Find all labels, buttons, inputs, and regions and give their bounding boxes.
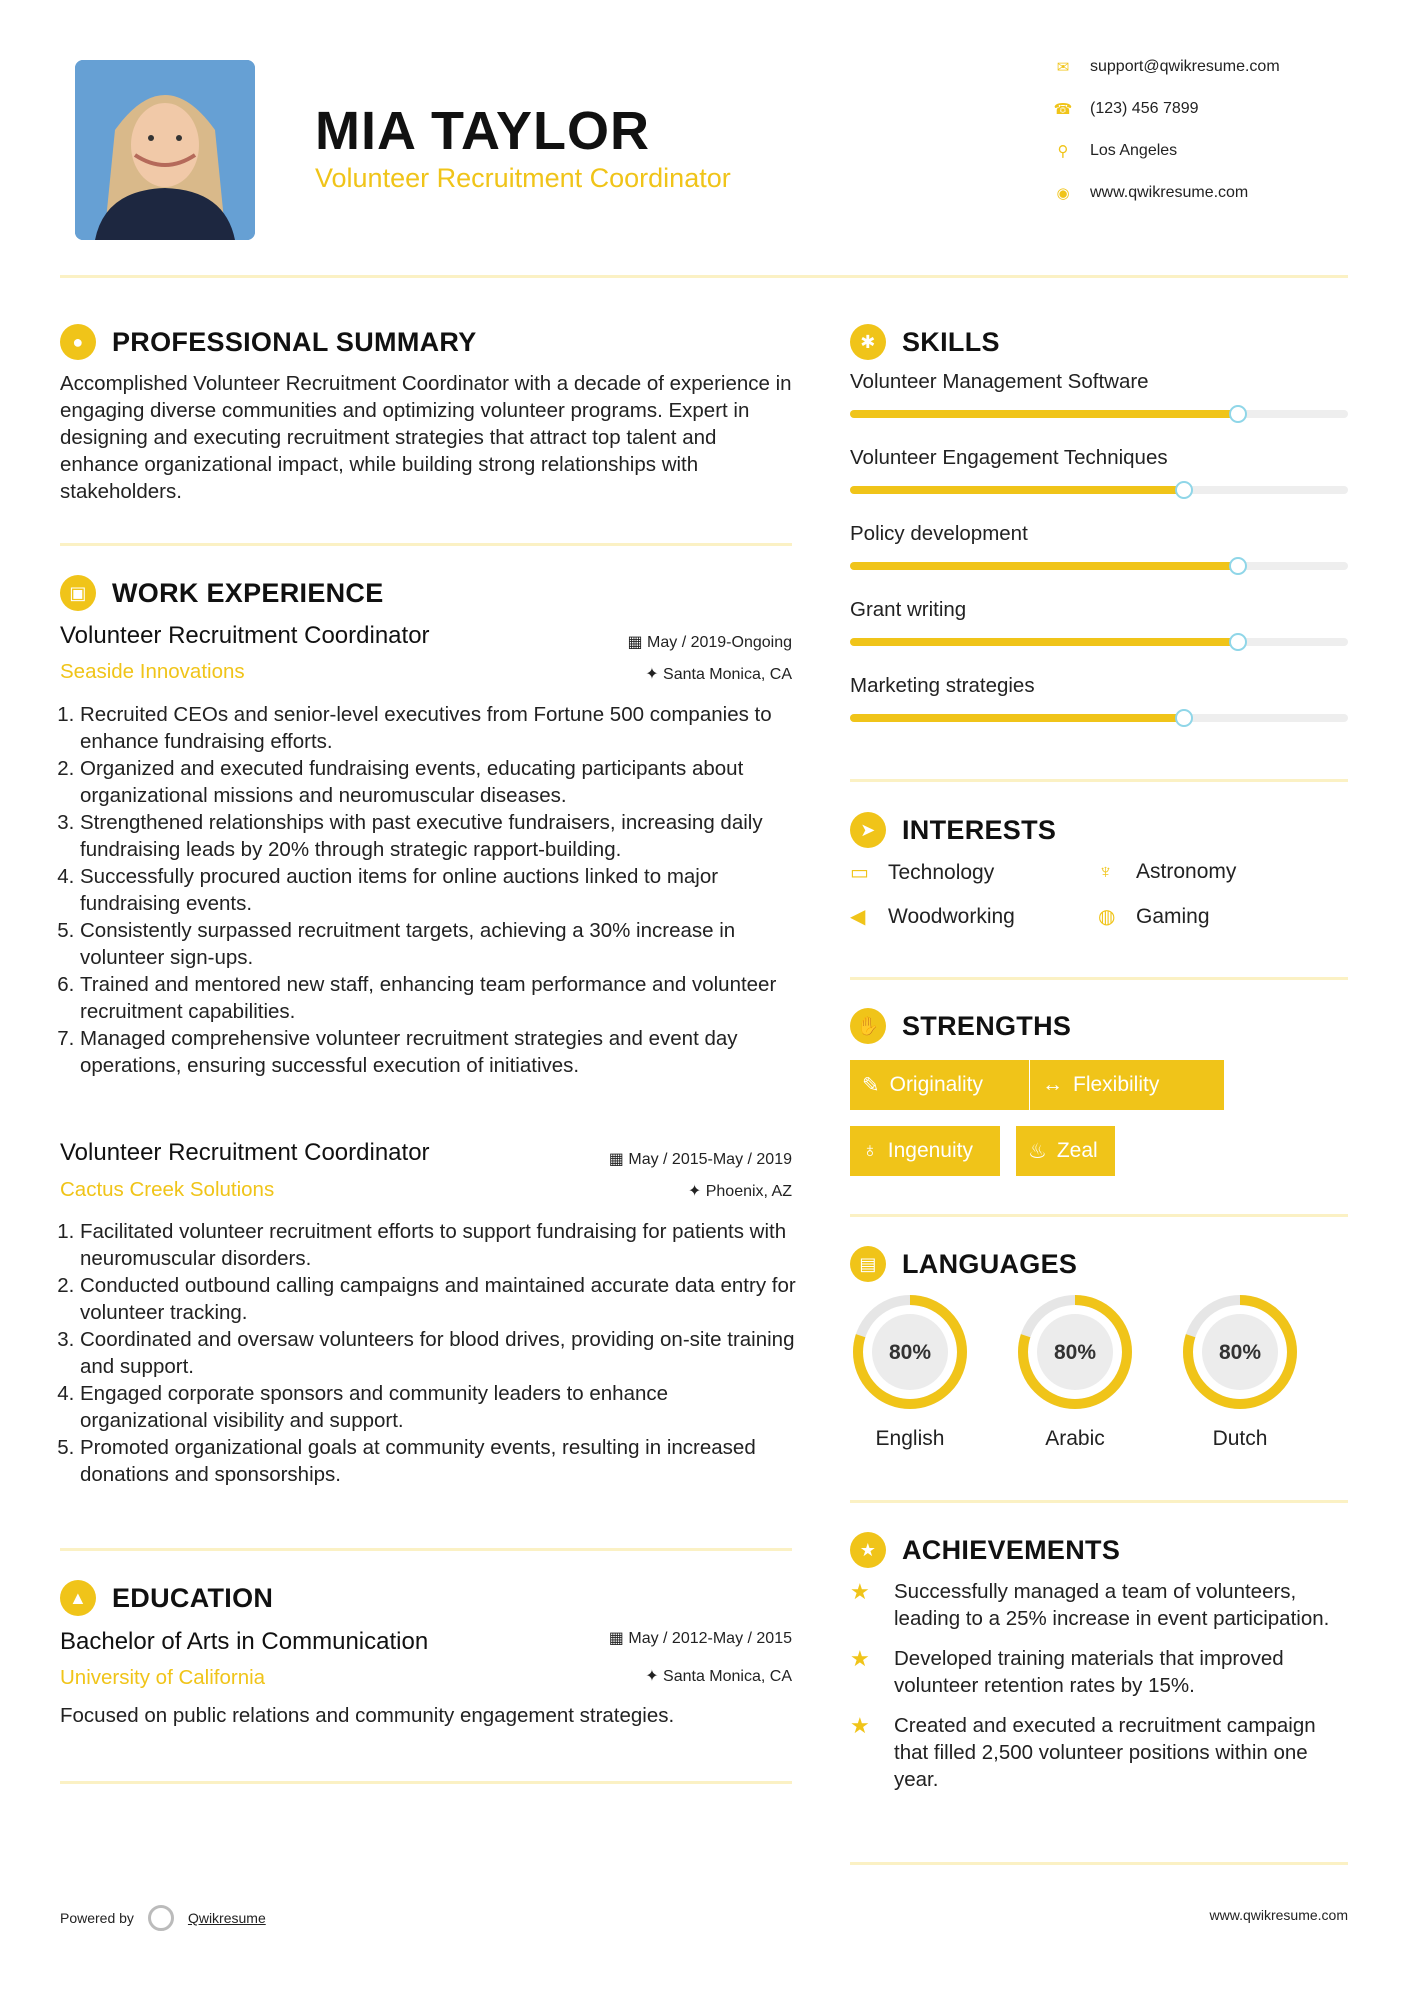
skill-label: Volunteer Management Software: [850, 370, 1149, 393]
graduation-icon: ▲: [60, 1580, 96, 1616]
interest-technology: [850, 860, 994, 885]
calendar-icon: ▦: [608, 1151, 629, 1168]
job-1-items: [60, 701, 800, 1079]
star-badge-icon: ★: [850, 1532, 886, 1568]
pin-icon: ✦: [687, 1183, 706, 1200]
achievement-text: Created and executed a recruitment campaign that filled 2,500 volunteer positions within one year.: [894, 1714, 1316, 1791]
strength-label: Ingenuity: [887, 1139, 973, 1162]
contact-phone[interactable]: [1050, 100, 1350, 118]
language-ring: [850, 1292, 970, 1412]
education-heading: [60, 1580, 273, 1616]
job-2-title: Volunteer Recruitment Coordinator: [60, 1139, 430, 1166]
achievements-divider: [850, 1862, 1348, 1865]
list-item: 4. Successfully procured auction items for online auctions linked to major fundraising events.: [80, 863, 800, 917]
header-divider: [60, 275, 1348, 278]
arrows-h-icon: ↔: [1042, 1073, 1063, 1096]
interest-label: Woodworking: [888, 904, 1015, 928]
laptop-icon: ▭: [850, 862, 869, 884]
education-description: Focused on public relations and community engagement strategies.: [60, 1704, 675, 1727]
achievement-item: [850, 1578, 1348, 1632]
job-2-company: Cactus Creek Solutions: [60, 1178, 275, 1201]
contact-phone-text: (123) 456 7899: [1090, 100, 1199, 117]
fire-icon: ♨: [1028, 1139, 1047, 1163]
interest-label: Astronomy: [1136, 860, 1237, 883]
skills-list: [850, 370, 1348, 750]
language-item: [1180, 1292, 1300, 1451]
education-date-text: May / 2012-May / 2015: [628, 1630, 792, 1647]
megaphone-icon: ◀: [850, 906, 866, 928]
achievements-heading-text: ACHIEVEMENTS: [902, 1534, 1121, 1565]
list-item: 5. Consistently surpassed recruitment targets, achieving a 30% increase in volunteer sign-ups.: [80, 917, 800, 971]
experience-divider: [60, 1548, 792, 1551]
profile-photo: [75, 60, 255, 240]
contact-email[interactable]: [1050, 58, 1350, 76]
envelope-icon: ✉: [1056, 59, 1070, 76]
strength-chip-ingenuity: [850, 1126, 1000, 1176]
globe-icon: ◉: [1056, 185, 1070, 202]
phone-icon: ☎: [1053, 101, 1073, 118]
skill-item: [850, 598, 1348, 674]
achievement-item: [850, 1645, 1348, 1699]
strengths-heading: [850, 1008, 1071, 1044]
list-item: 6. Trained and mentored new staff, enhancing team performance and volunteer recruitment capabilities.: [80, 971, 800, 1025]
education-location: [500, 1666, 792, 1686]
skill-bar-knob: [1175, 709, 1193, 727]
languages-heading-text: LANGUAGES: [902, 1248, 1078, 1279]
skill-bar: [850, 486, 1348, 494]
strengths-heading-text: STRENGTHS: [902, 1010, 1072, 1041]
candidate-title: Volunteer Recruitment Coordinator: [315, 163, 731, 193]
footer-powered-text: Powered by: [60, 1910, 134, 1926]
language-label: Arabic: [1045, 1427, 1105, 1450]
hand-icon: ✋: [850, 1008, 886, 1044]
job-1-date: [500, 632, 792, 652]
skill-bar-knob: [1229, 633, 1247, 651]
skill-bar-fill: [850, 638, 1238, 646]
strengths-divider: [850, 1214, 1348, 1217]
skill-bar: [850, 638, 1348, 646]
map-pin-icon: ⚲: [1057, 143, 1069, 160]
strength-chip-zeal: [1016, 1126, 1115, 1176]
interest-astronomy: [1098, 860, 1236, 884]
summary-text: Accomplished Volunteer Recruitment Coordinator with a decade of experience in engaging diverse communities and optimizing volunteer programs. Expert in designing and executing recruitment strategies that attract top talent and enhance organizational impact, while building strong relationships with stakeholders.: [60, 372, 792, 503]
achievement-text: Developed training materials that improved volunteer retention rates by 15%.: [894, 1647, 1284, 1697]
user-icon: ●: [60, 324, 96, 360]
achievement-item: [850, 1712, 1348, 1793]
language-item: [850, 1292, 970, 1451]
list-item: 3. Coordinated and oversaw volunteers for blood drives, providing on-site training and support.: [80, 1326, 800, 1380]
contact-website-text: www.qwikresume.com: [1090, 184, 1249, 201]
calendar-icon: ▦: [608, 1630, 629, 1647]
languages-list: [850, 1292, 1348, 1472]
strength-label: Zeal: [1056, 1139, 1098, 1162]
skill-item: [850, 674, 1348, 750]
language-label: Dutch: [1212, 1427, 1268, 1450]
lightbulb-icon: ✱: [850, 324, 886, 360]
lightbulb-icon: ♁: [862, 1139, 878, 1162]
interests-heading-text: INTERESTS: [902, 814, 1057, 845]
education-divider: [60, 1781, 792, 1784]
job-2-items: [60, 1218, 800, 1488]
skill-bar: [850, 410, 1348, 418]
briefcase-icon: ▣: [60, 575, 96, 611]
skills-heading-text: SKILLS: [902, 326, 1000, 357]
footer-brand-link[interactable]: Qwikresume: [187, 1910, 266, 1926]
skill-bar-fill: [850, 410, 1238, 418]
list-item: 2. Conducted outbound calling campaigns and maintained accurate data entry for volunteer tracking.: [80, 1272, 800, 1326]
job-1-date-text: May / 2019-Ongoing: [647, 634, 792, 651]
skill-bar-fill: [850, 562, 1238, 570]
list-item: 1. Recruited CEOs and senior-level executives from Fortune 500 companies to enhance fundraising efforts.: [80, 701, 800, 755]
summary-divider: [60, 543, 792, 546]
skill-label: Policy development: [850, 522, 1028, 545]
interest-label: Technology: [888, 860, 995, 884]
gamepad-icon: ◍: [1098, 906, 1116, 928]
skills-divider: [850, 779, 1348, 782]
skill-label: Grant writing: [850, 598, 967, 621]
education-school: University of California: [60, 1666, 266, 1689]
list-item: 4. Engaged corporate sponsors and community leaders to enhance organizational visibility and support.: [80, 1380, 800, 1434]
job-1-company: Seaside Innovations: [60, 660, 245, 683]
list-item: 1. Facilitated volunteer recruitment efforts to support fundraising for patients with neuromuscular disorders.: [80, 1218, 800, 1272]
contact-website[interactable]: [1050, 184, 1350, 202]
languages-heading: [850, 1246, 1077, 1282]
utensils-icon: ♆: [1098, 860, 1113, 883]
interest-woodworking: [850, 904, 1015, 929]
skill-bar-fill: [850, 714, 1184, 722]
qwikresume-logo-icon: [148, 1905, 174, 1931]
strength-label: Flexibility: [1073, 1073, 1160, 1096]
skill-item: [850, 446, 1348, 522]
list-item: 3. Strengthened relationships with past executive fundraisers, increasing daily fundraising leads by 20% through strategic rapport-building.: [80, 809, 800, 863]
footer-site[interactable]: www.qwikresume.com: [1209, 1907, 1348, 1923]
language-icon: ▤: [850, 1246, 886, 1282]
skill-bar-knob: [1229, 557, 1247, 575]
contact-email-text: support@qwikresume.com: [1090, 58, 1280, 75]
summary-heading-text: PROFESSIONAL SUMMARY: [112, 326, 477, 357]
skill-item: [850, 522, 1348, 598]
list-item: 5. Promoted organizational goals at community events, resulting in increased donations and sponsorships.: [80, 1434, 800, 1488]
skill-label: Volunteer Engagement Techniques: [850, 446, 1168, 469]
strength-chip-flexibility: [1030, 1060, 1224, 1110]
skill-label: Marketing strategies: [850, 674, 1035, 697]
interest-gaming: [1098, 904, 1210, 929]
experience-heading-text: WORK EXPERIENCE: [112, 577, 384, 608]
star-icon: ★: [850, 1579, 870, 1604]
star-icon: ★: [850, 1713, 870, 1738]
job-1-title: Volunteer Recruitment Coordinator: [60, 622, 430, 649]
job-2-location: [500, 1181, 792, 1201]
skills-heading: [850, 324, 1000, 360]
strength-label: Originality: [889, 1073, 983, 1096]
language-percent: 80%: [888, 1341, 932, 1364]
interests-divider: [850, 977, 1348, 980]
pencil-icon: ✎: [862, 1073, 880, 1097]
experience-heading: [60, 575, 384, 611]
language-label: English: [875, 1427, 945, 1450]
skill-bar: [850, 714, 1348, 722]
summary-heading: [60, 324, 477, 360]
skill-bar: [850, 562, 1348, 570]
skill-item: [850, 370, 1348, 446]
language-ring: [1015, 1292, 1135, 1412]
education-date: [500, 1628, 792, 1648]
achievements-list: [850, 1578, 1348, 1793]
calendar-icon: ▦: [627, 634, 648, 651]
skill-bar-knob: [1175, 481, 1193, 499]
pin-icon: ✦: [645, 1668, 664, 1685]
list-item: 2. Organized and executed fundraising events, educating participants about organizational missions and neuromuscular diseases.: [80, 755, 800, 809]
list-item: 7. Managed comprehensive volunteer recruitment strategies and event day operations, ensuring successful execution of initiatives.: [80, 1025, 800, 1079]
footer-powered: [60, 1905, 266, 1931]
interests-heading: [850, 812, 1056, 848]
language-item: [1015, 1292, 1135, 1451]
paper-plane-icon: ➤: [850, 812, 886, 848]
contact-location-text: Los Angeles: [1090, 142, 1178, 159]
education-degree: Bachelor of Arts in Communication: [60, 1628, 429, 1655]
star-icon: ★: [850, 1646, 870, 1671]
job-2-date-text: May / 2015-May / 2019: [628, 1151, 792, 1168]
languages-divider: [850, 1500, 1348, 1503]
language-percent: 80%: [1218, 1341, 1262, 1364]
achievements-heading: [850, 1532, 1120, 1568]
contact-location: [1050, 142, 1350, 160]
job-2-location-text: Phoenix, AZ: [705, 1183, 792, 1200]
job-2-date: [500, 1149, 792, 1169]
candidate-name: MIA TAYLOR: [315, 101, 651, 161]
skill-bar-fill: [850, 486, 1184, 494]
achievement-text: Successfully managed a team of volunteers, leading to a 25% increase in event participation.: [894, 1580, 1330, 1630]
job-1-location: [500, 664, 792, 684]
education-location-text: Santa Monica, CA: [663, 1668, 792, 1685]
strength-chip-originality: [850, 1060, 1029, 1110]
job-1-location-text: Santa Monica, CA: [663, 666, 792, 683]
skill-bar-knob: [1229, 405, 1247, 423]
language-ring: [1180, 1292, 1300, 1412]
education-heading-text: EDUCATION: [112, 1582, 274, 1613]
interest-label: Gaming: [1136, 904, 1210, 928]
language-percent: 80%: [1053, 1341, 1097, 1364]
pin-icon: ✦: [645, 666, 664, 683]
